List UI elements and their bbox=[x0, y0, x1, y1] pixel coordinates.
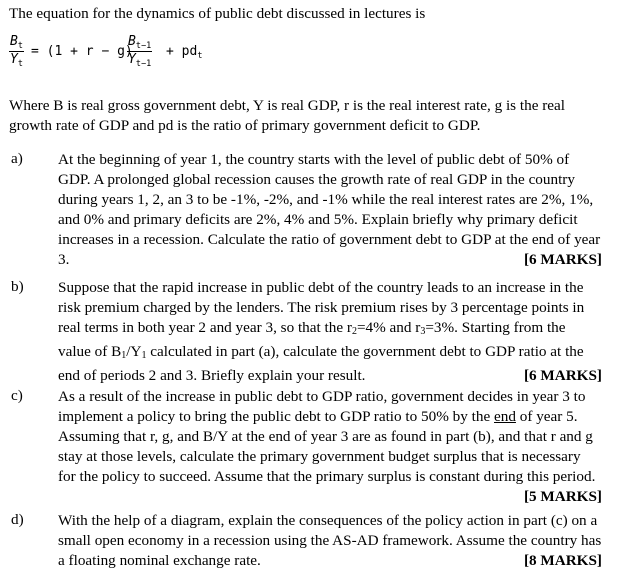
intro-text: The equation for the dynamics of public debt discussed in lectures is bbox=[9, 5, 426, 22]
marks-badge: [6 MARKS] bbox=[523, 251, 602, 268]
rhs-fraction: $\frac{B_{t-1}}{Y_{t-1}}$ bbox=[128, 34, 152, 69]
question-text: Suppose that the rapid increase in public debt of the country leads to an increase in the risk premium charged by the lenders. The risk premium rises by 3 percentage points in real terms in both year 2 and year 3, so that the $r_2=4\%$ and $r_3=3\%$. Starting from the value of $B_1/Y_1$ calculated in part (a), calculate the government debt to GDP ratio at the end of periods 2 and 3. Briefly explain your result. [6 MARKS] bbox=[58, 279, 602, 384]
lhs-fraction: $\frac{B_t}{Y_t}$ bbox=[10, 34, 23, 69]
question-label: d) bbox=[11, 511, 24, 528]
marks-badge: [8 MARKS] bbox=[523, 552, 602, 569]
question-label: b) bbox=[11, 278, 24, 295]
equation-middle: = (1 + r − g) bbox=[31, 44, 133, 59]
question-label: a) bbox=[11, 150, 23, 167]
question-label: c) bbox=[11, 387, 23, 404]
marks-badge: [5 MARKS] bbox=[523, 488, 602, 505]
question-text: As a result of the increase in public debt to GDP ratio, government decides in year 3 to implement a policy to bring the public debt to GDP ratio to 50% by the end of year 5. Assuming that r, g, and B/Y at the end of year 3 are as found in part (b), and that r and g stay at those levels, calculate the primary government budget surplus that is necessary for the policy to succeed. Assume that the primary surplus is constant during this period. [5 MARKS] bbox=[58, 388, 602, 505]
debt-dynamics-equation bbox=[9, 34, 309, 86]
question-text: With the help of a diagram, explain the consequences of the policy action in part (c) on a small open economy in a recession using the AS-AD framework. Assume the country has a floating nominal exchange rate. [8 MARKS] bbox=[58, 512, 602, 569]
question-text: At the beginning of year 1, the country starts with the level of public debt of 50% of GDP. A prolonged global recession causes the growth rate of real GDP in the country during years 1, 2, an 3 to be -1%, -2%, and -1% while the real interest rates are 2%, 1%, and 0% and primary deficits are 2%, 4% and 5%. Explain briefly why primary deficit increases in a recession. Calculate the ratio of government debt to GDP at the end of year 3. [6 MARKS] bbox=[58, 151, 602, 268]
marks-badge: [6 MARKS] bbox=[523, 367, 602, 384]
variable-definitions: Where B is real gross government debt, Y is real GDP, r is the real interest rate, g is the real growth rate of GDP and pd is the ratio of primary government deficit to GDP. bbox=[9, 97, 565, 134]
equation-tail: + $pd_t$ bbox=[166, 44, 203, 61]
